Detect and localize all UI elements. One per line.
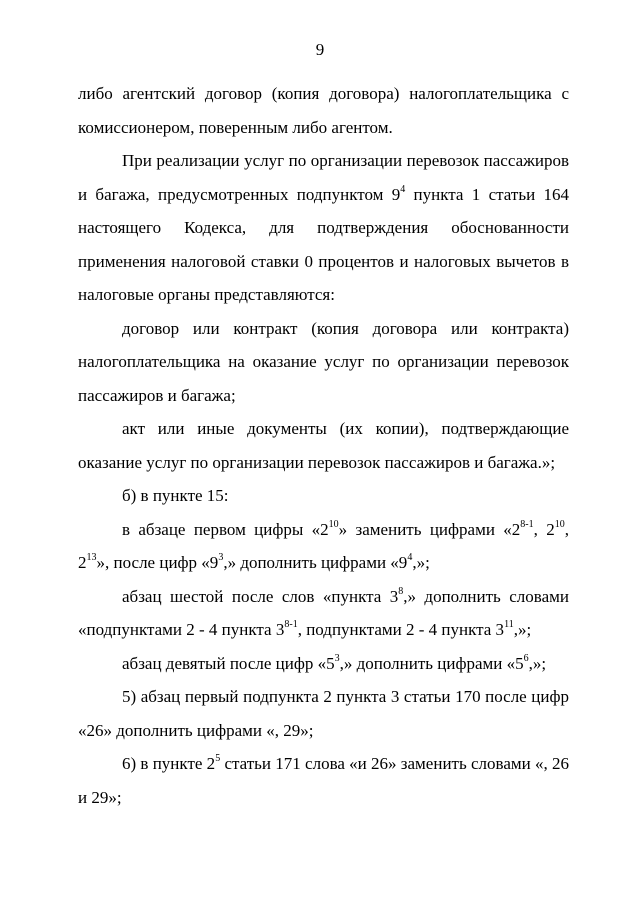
text-run: в абзаце первом цифры «2 [122, 519, 329, 539]
paragraph-7 [78, 580, 569, 647]
text-run: договор или контракт (копия договора или контракта) налогоплательщика на оказание услуг по организации перевозок пассажиров и багажа; [78, 318, 569, 405]
text-run: , подпунктами 2 - 4 пункта 3 [297, 620, 505, 639]
superscript: 3 [334, 652, 340, 664]
text-run: , 2 [533, 519, 555, 539]
text-run: ,» дополнить словами «подпунктами 2 - 4 пункта 3 [78, 586, 569, 639]
page-number: 9 [315, 40, 325, 59]
superscript: 8-1 [520, 518, 534, 530]
paragraph-3 [78, 312, 569, 413]
text-run: ,» дополнить цифрами «9 [223, 553, 408, 572]
text-run: статьи 171 слова «и 26» заменить словами «, 26 и 29»; [78, 754, 569, 807]
text-run: акт или иные документы (их копии), подтверждающие оказание услуг по организации перевозок пассажиров и багажа.»; [78, 419, 569, 472]
text-run: ,»; [528, 653, 547, 673]
text-run: либо агентский договор (копия договора) налогоплательщика с комиссионером, поверенным либо агентом. [78, 84, 569, 137]
text-run: При реализации услуг по организации перевозок пассажиров и багажа, предусмотренных подпунктом 9 [78, 151, 569, 204]
superscript: 6 [523, 652, 529, 664]
paragraph-6 [78, 513, 569, 580]
paragraph-1 [78, 77, 569, 144]
superscript: 10 [328, 518, 339, 530]
superscript: 3 [218, 552, 224, 564]
superscript: 10 [554, 518, 565, 530]
text-run: пункта 1 статьи 164 настоящего Кодекса, для подтверждения обоснованности применения налоговой ставки 0 процентов и налоговых вычетов в налоговые органы представляются: [78, 184, 569, 304]
superscript: 5 [215, 753, 221, 765]
text-run: », после цифр «9 [96, 553, 219, 572]
text-run: ,» дополнить цифрами «5 [339, 653, 524, 673]
paragraph-10 [78, 747, 569, 814]
text-run: абзац шестой после слов «пункта 3 [122, 586, 399, 606]
paragraph-5 [78, 479, 569, 513]
superscript: 4 [400, 183, 406, 195]
paragraph-8 [78, 647, 569, 681]
paragraph-4 [78, 412, 569, 479]
paragraph-9 [78, 680, 569, 747]
text-run: абзац девятый после цифр «5 [122, 653, 335, 673]
document-body [78, 77, 569, 814]
text-run: 5) абзац первый подпункта 2 пункта 3 статьи 170 после цифр «26» дополнить цифрами «, 29»; [78, 687, 569, 740]
text-run: ,»; [412, 553, 430, 572]
superscript: 8-1 [284, 619, 298, 631]
text-run: , 2 [78, 519, 569, 572]
superscript: 4 [407, 552, 413, 564]
paragraph-2 [78, 144, 569, 312]
text-run: » заменить цифрами «2 [338, 519, 521, 539]
superscript: 13 [86, 552, 97, 564]
text-run: б) в пункте 15: [122, 486, 229, 505]
text-run: 6) в пункте 2 [122, 754, 216, 773]
superscript: 8 [398, 585, 404, 597]
text-run: ,»; [513, 620, 532, 639]
superscript: 11 [504, 619, 514, 631]
